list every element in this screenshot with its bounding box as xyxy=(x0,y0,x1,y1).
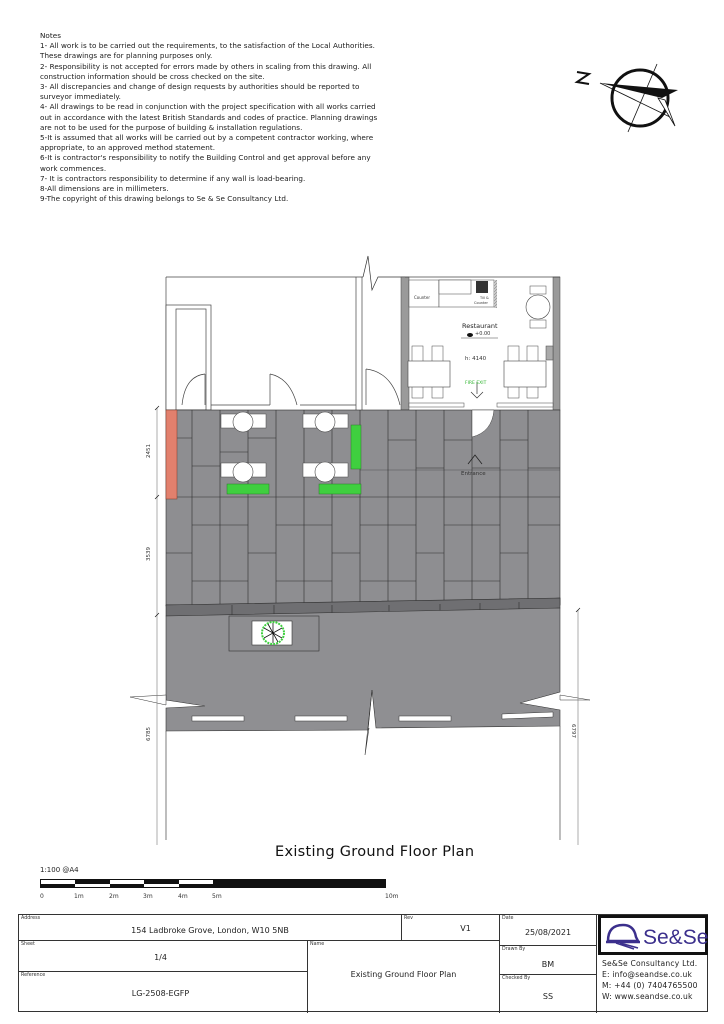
plan-title: Existing Ground Floor Plan xyxy=(275,844,475,860)
drawn-by-label: Drawn By xyxy=(502,947,526,952)
rev-label: Rev xyxy=(404,916,413,921)
scale-tick: 10m xyxy=(385,893,399,900)
note-line: 9-The copyright of this drawing belongs to Se & Se Consultancy Ltd. xyxy=(40,194,289,204)
reference-label: Reference xyxy=(21,973,46,978)
company-mobile: M: +44 (0) 7404765500 xyxy=(602,981,698,990)
dimension-label: 6785 xyxy=(146,727,152,741)
level-label: +0.00 xyxy=(475,331,491,337)
scale-tick: 2m xyxy=(109,893,119,900)
title-block xyxy=(18,914,708,1012)
company-web: W: www.seandse.co.uk xyxy=(602,992,693,1001)
note-line: work commences. xyxy=(40,163,107,173)
note-line: 8-All dimensions are in millimeters. xyxy=(40,184,169,194)
company-email: E: info@seandse.co.uk xyxy=(602,970,693,979)
note-line: are not to be used for the purpose of building & installation regulations. xyxy=(40,122,303,132)
counter-label: Counter xyxy=(414,295,430,300)
dimension-label: 3539 xyxy=(146,547,152,561)
site-boundary xyxy=(166,726,560,840)
sheet-cell xyxy=(19,941,308,972)
name-cell xyxy=(308,941,500,1013)
scale-tick: 5m xyxy=(212,893,222,900)
pavement xyxy=(166,410,560,605)
fire-exit-label: FIRE EXIT xyxy=(465,381,487,386)
logo-text: Se&Se xyxy=(643,926,709,949)
note-line: appropriate, to an approved method statement. xyxy=(40,143,216,153)
sheet-value: 1/4 xyxy=(154,953,167,962)
note-line: These drawings are for planning purposes only. xyxy=(40,51,213,61)
scale-ticks xyxy=(40,893,400,903)
scale-bar xyxy=(40,879,386,888)
date-cell xyxy=(500,915,597,946)
note-line: surveyor immediately. xyxy=(40,92,122,102)
scale-tick: 1m xyxy=(74,893,84,900)
address-value: 154 Ladbroke Grove, London, W10 5NB xyxy=(131,926,289,935)
till-counter-label: Counter xyxy=(474,301,488,305)
checked-by-cell xyxy=(500,975,597,1013)
drawn-by-value: BM xyxy=(541,960,555,969)
restaurant-label: Restaurant xyxy=(462,322,498,330)
note-line: construction information should be cross checked on the site. xyxy=(40,71,265,81)
building-outline xyxy=(166,256,405,410)
note-line: 3- All discrepancies and change of design requests by authorities should be reported to xyxy=(40,82,360,92)
dimension-label: 6797 xyxy=(570,724,576,738)
company-contact xyxy=(602,958,698,1002)
rev-cell xyxy=(402,915,500,941)
date-label: Date xyxy=(502,916,514,921)
note-line: 5-It is assumed that all works will be carried out by a competent contractor working, where xyxy=(40,133,374,143)
road xyxy=(130,608,590,755)
note-line: 1- All work is to be carried out the requirements, to the satisfaction of the Local Authorities. xyxy=(40,41,376,51)
hard-hat-icon xyxy=(604,921,642,951)
rev-value: V1 xyxy=(460,924,471,933)
note-line: out in accordance with the latest British Standards and codes of practice. Planning drawings xyxy=(40,112,378,122)
dimension-label: 2451 xyxy=(146,444,152,458)
till-label: Till & xyxy=(480,296,489,300)
note-line: 6-It is contractor's responsibility to notify the Building Control and get approval before any xyxy=(40,153,371,163)
reference-value: LG-2508-EGFP xyxy=(131,989,190,998)
notes-heading: Notes xyxy=(40,31,62,40)
reference-cell xyxy=(19,972,308,1013)
entrance-label: Entrance xyxy=(461,471,486,477)
date-value: 25/08/2021 xyxy=(524,928,572,937)
address-label: Address xyxy=(21,916,41,921)
brick-wall xyxy=(166,410,177,499)
sheet-label: Sheet xyxy=(21,942,35,947)
company-name: Se&Se Consultancy Ltd. xyxy=(602,959,698,968)
room-height-label: h: 4140 xyxy=(465,356,487,362)
note-line: 2- Responsibility is not accepted for errors made by others in scaling from this drawing. All xyxy=(40,61,372,71)
scale-tick: 0 xyxy=(40,893,44,900)
note-line: 4- All drawings to be read in conjunction with the project specification with all works carried xyxy=(40,102,376,112)
company-logo xyxy=(598,915,708,955)
note-line: 7- It is contractors responsibility to determine if any wall is load-bearing. xyxy=(40,173,306,183)
drawn-by-cell xyxy=(500,946,597,975)
scale-label: 1:100 @A4 xyxy=(40,866,79,874)
checked-by-label: Checked By xyxy=(502,976,531,981)
name-label: Name xyxy=(310,942,325,947)
name-value: Existing Ground Floor Plan xyxy=(350,970,457,979)
checked-by-value: SS xyxy=(542,992,554,1001)
scale-tick: 4m xyxy=(178,893,188,900)
address-cell xyxy=(19,915,402,941)
scale-tick: 3m xyxy=(143,893,153,900)
